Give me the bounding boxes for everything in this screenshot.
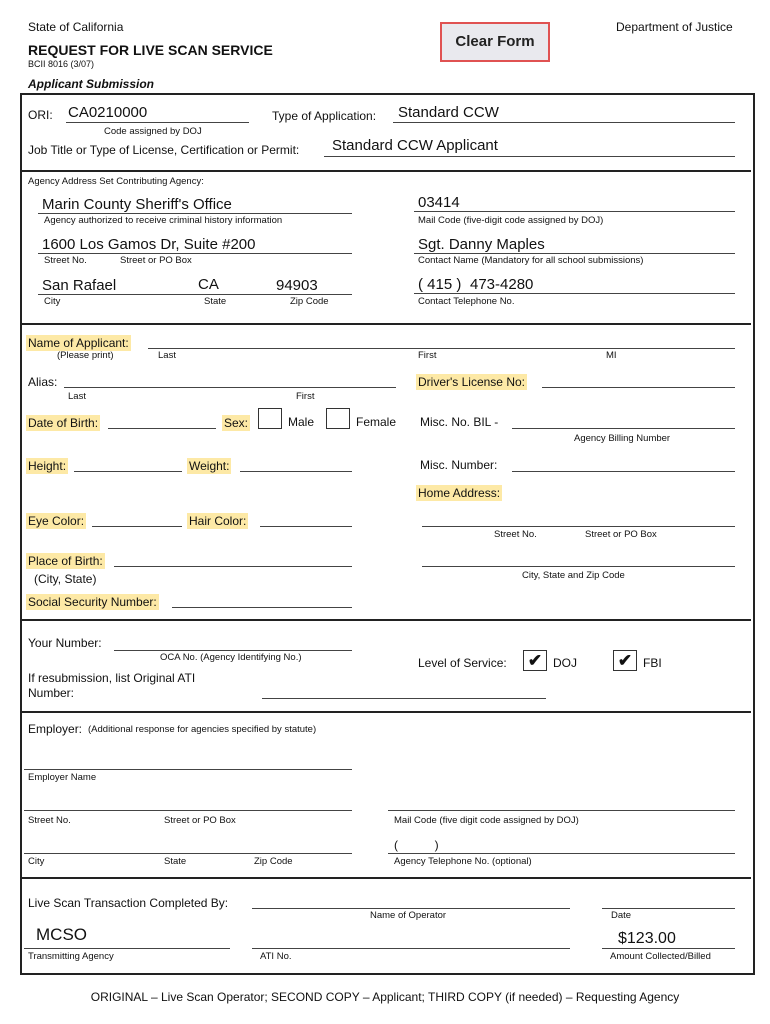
application-type-value[interactable]: Standard CCW [398,104,499,121]
agency-heading: Agency Address Set Contributing Agency: [28,176,204,187]
zip-label: Zip Code [290,296,329,307]
divider [20,323,751,325]
transmitting-agency-label: Transmitting Agency [28,951,114,962]
phone-area-value[interactable]: ( 415 ) [418,276,462,293]
operator-label: Name of Operator [370,910,447,921]
height-label: Height: [28,459,67,473]
phone-label: Contact Telephone No. [418,296,515,307]
male-label: Male [288,415,315,429]
male-checkbox[interactable] [258,408,282,429]
sex-label: Sex: [224,416,249,430]
name-last-label: Last [158,350,176,361]
street-po-label: Street or PO Box [120,255,192,266]
alias-line[interactable] [64,387,396,388]
agency-street-line [38,253,352,254]
misc-number-line[interactable] [512,471,735,472]
employer-city-line[interactable] [24,853,352,854]
home-street-line[interactable] [422,526,735,527]
employer-zip-label: Zip Code [254,856,293,867]
amount-label: Amount Collected/Billed [610,951,711,962]
height-line[interactable] [74,471,182,472]
hair-color-line[interactable] [260,526,352,527]
misc-number-label: Misc. Number: [420,458,498,472]
job-title-line [324,156,735,157]
home-csz-label: City, State and Zip Code [522,570,625,581]
ati-line[interactable] [262,698,546,699]
divider [20,711,751,713]
mail-code-value[interactable]: 03414 [418,194,460,211]
employer-phone-line[interactable] [388,853,735,854]
drivers-license-line[interactable] [542,387,735,388]
home-csz-line[interactable] [422,566,735,567]
transmitting-agency-value[interactable]: MCSO [36,925,87,944]
state-label-small: State [204,296,227,307]
home-street-po-label: Street or PO Box [585,529,657,540]
female-checkbox[interactable] [326,408,350,429]
divider [20,877,751,879]
ori-label: ORI: [28,108,53,122]
employer-name-label: Employer Name [28,772,97,783]
fbi-checkbox[interactable]: ✔ [613,650,637,671]
please-print-label: (Please print) [57,350,114,361]
resubmission-label-2: Number: [28,686,75,700]
contact-name-line [414,253,735,254]
ati-no-label: ATI No. [260,951,292,962]
dob-label: Date of Birth: [28,416,99,430]
hair-color-label: Hair Color: [189,514,247,528]
alias-label: Alias: [28,375,58,389]
employer-street-po-label: Street or PO Box [164,815,236,826]
ori-line [66,122,249,123]
weight-line[interactable] [240,471,352,472]
operator-line[interactable] [252,908,570,909]
employer-mail-code-label: Mail Code (five digit code assigned by DOJ) [394,815,579,826]
name-first-label: First [418,350,437,361]
section-title: Applicant Submission [28,77,155,91]
ati-no-line[interactable] [252,948,570,949]
application-type-line [393,122,735,123]
employer-phone-label: Agency Telephone No. (optional) [394,856,532,867]
agency-zip-value[interactable]: 94903 [276,277,318,294]
mail-code-line [414,211,735,212]
eye-color-line[interactable] [92,526,182,527]
alias-last-label: Last [68,391,86,402]
department-label: Department of Justice [616,20,733,34]
state-label: State of California [28,20,124,34]
name-mi-label: MI [606,350,617,361]
clear-form-button[interactable]: Clear Form [440,22,550,62]
job-title-value[interactable]: Standard CCW Applicant [332,137,498,154]
misc-bil-line[interactable] [512,428,735,429]
form-title: REQUEST FOR LIVE SCAN SERVICE [28,42,273,58]
level-of-service-label: Level of Service: [418,656,507,670]
employer-city-label: City [28,856,45,867]
street-no-label: Street No. [44,255,87,266]
doj-checkbox[interactable]: ✔ [523,650,547,671]
employer-street-no-label: Street No. [28,815,71,826]
billing-label: Agency Billing Number [574,433,671,444]
your-number-line[interactable] [114,650,352,651]
agency-city-value[interactable]: San Rafael [42,277,117,294]
oca-label: OCA No. (Agency Identifying No.) [160,652,302,663]
agency-name-line [38,213,352,214]
application-type-label: Type of Application: [272,109,377,123]
agency-name-value[interactable]: Marin County Sheriff's Office [42,196,232,213]
alias-first-label: First [296,391,315,402]
completed-by-label: Live Scan Transaction Completed By: [28,896,229,910]
weight-label: Weight: [189,459,230,473]
ssn-label: Social Security Number: [28,595,157,609]
agency-name-label: Agency authorized to receive criminal history information [44,215,283,226]
dob-line[interactable] [108,428,216,429]
ori-value[interactable]: CA0210000 [68,104,148,121]
employer-phone-parens: ( ) [394,838,439,852]
misc-bil-label: Misc. No. BIL - [420,415,499,429]
date-label: Date [611,910,632,921]
eye-color-label: Eye Color: [28,514,85,528]
home-street-no-label: Street No. [494,529,537,540]
ssn-line[interactable] [172,607,352,608]
drivers-license-label: Driver's License No: [418,375,525,389]
agency-street-value[interactable]: 1600 Los Gamos Dr, Suite #200 [42,236,256,253]
agency-city-line [38,294,352,295]
phone-line [414,293,735,294]
applicant-name-label: Name of Applicant: [28,336,129,350]
amount-value[interactable]: $123.00 [618,930,676,947]
copies-footer: ORIGINAL – Live Scan Operator; SECOND COPY – Applicant; THIRD COPY (if needed) – Requesting Agency [90,990,680,1004]
resubmission-label: If resubmission, list Original ATI [28,671,196,685]
city-label: City [44,296,61,307]
place-of-birth-line[interactable] [114,566,352,567]
employer-mail-code-line[interactable] [388,810,735,811]
divider [20,170,751,172]
your-number-label: Your Number: [28,636,102,650]
employer-note: (Additional response for agencies specified by statute) [88,724,317,735]
employer-state-label: State [164,856,187,867]
phone-value[interactable]: 473-4280 [470,276,534,293]
fbi-label: FBI [643,656,662,670]
doj-label: DOJ [553,656,577,670]
contact-name-value[interactable]: Sgt. Danny Maples [418,236,545,253]
contact-name-label: Contact Name (Mandatory for all school submissions) [418,255,644,266]
place-of-birth-sub: (City, State) [34,572,97,586]
date-line[interactable] [602,908,735,909]
place-of-birth-label: Place of Birth: [28,554,103,568]
form-number: BCII 8016 (3/07) [28,59,95,69]
applicant-name-line[interactable] [148,348,735,349]
job-title-label: Job Title or Type of License, Certification or Permit: [28,143,300,157]
ori-sub-label: Code assigned by DOJ [104,126,202,137]
transmitting-agency-line [24,948,230,949]
employer-name-line[interactable] [24,769,352,770]
female-label: Female [356,415,397,429]
employer-street-line[interactable] [24,810,352,811]
employer-label: Employer: [28,722,83,736]
agency-state-value[interactable]: CA [198,276,219,293]
amount-line [602,948,735,949]
mail-code-label: Mail Code (five-digit code assigned by DOJ) [418,215,604,226]
home-address-label: Home Address: [418,486,501,500]
divider [20,619,751,621]
